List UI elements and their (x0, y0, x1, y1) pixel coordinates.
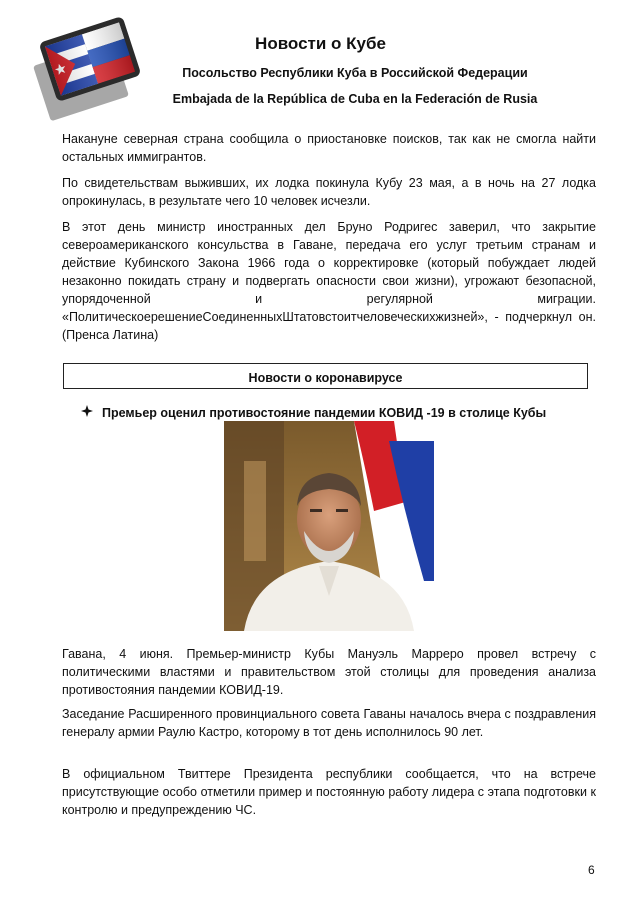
article-paragraph: Накануне северная страна сообщила о приостановке поисков, так как не смогла найти остальных иммигрантов. (62, 132, 596, 164)
article-paragraph: В официальном Твиттере Президента республики сообщается, что на встрече присутствующие особо отметили пример и постоянную работу лидера с этапа подготовки к контролю и предупреждению ЧС. (62, 767, 596, 817)
article-paragraph: Гавана, 4 июня. Премьер-министр Кубы Мануэль Марреро провел встречу с политическими властями и правительством этой столицы для проведения анализа противостояния пандемии КОВИД-19. (62, 647, 596, 697)
section-header-box (63, 363, 588, 389)
diamond-bullet-icon (80, 405, 94, 420)
embassy-name-es: Embajada de la República de Cuba en la Federación de Rusia (172, 92, 538, 106)
page-title: Новости о Кубе (255, 34, 386, 53)
article-paragraph: В этот день министр иностранных дел Бруно Родригес заверил, что закрытие североамериканского консульства в Гаване, передача его услуг третьим странам и действие Кубинского Закона 1966 года о корректировке (который побуждает людей незаконно покидать страну и подвергать опасности свои жизни), угрожают безопасной, упорядоченной и регулярной миграции. «ПолитическоерешениеСоединенныхШтатовстоитчеловеческихжизней», - подчеркнул он. (Пренса Латина) (62, 220, 596, 342)
embassy-name-ru: Посольство Республики Куба в Российской Федерации (182, 66, 528, 80)
article-paragraph: Заседание Расширенного провинциального совета Гаваны началось вчера с поздравления генералу армии Раулю Кастро, которому в тот день исполнилось 90 лет. (62, 707, 596, 739)
section-title: Новости о коронавирусе (248, 371, 403, 385)
article-paragraph: По свидетельствам выживших, их лодка покинула Кубу 23 мая, а в ночь на 27 лодка опрокинулась, в результате чего 10 человек исчезли. (62, 176, 596, 208)
headline-text: Премьер оценил противостояние пандемии КОВИД -19 в столице Кубы (102, 406, 547, 420)
news-headline (80, 405, 546, 420)
news-photo (224, 421, 434, 631)
page-number: 6 (588, 863, 595, 877)
